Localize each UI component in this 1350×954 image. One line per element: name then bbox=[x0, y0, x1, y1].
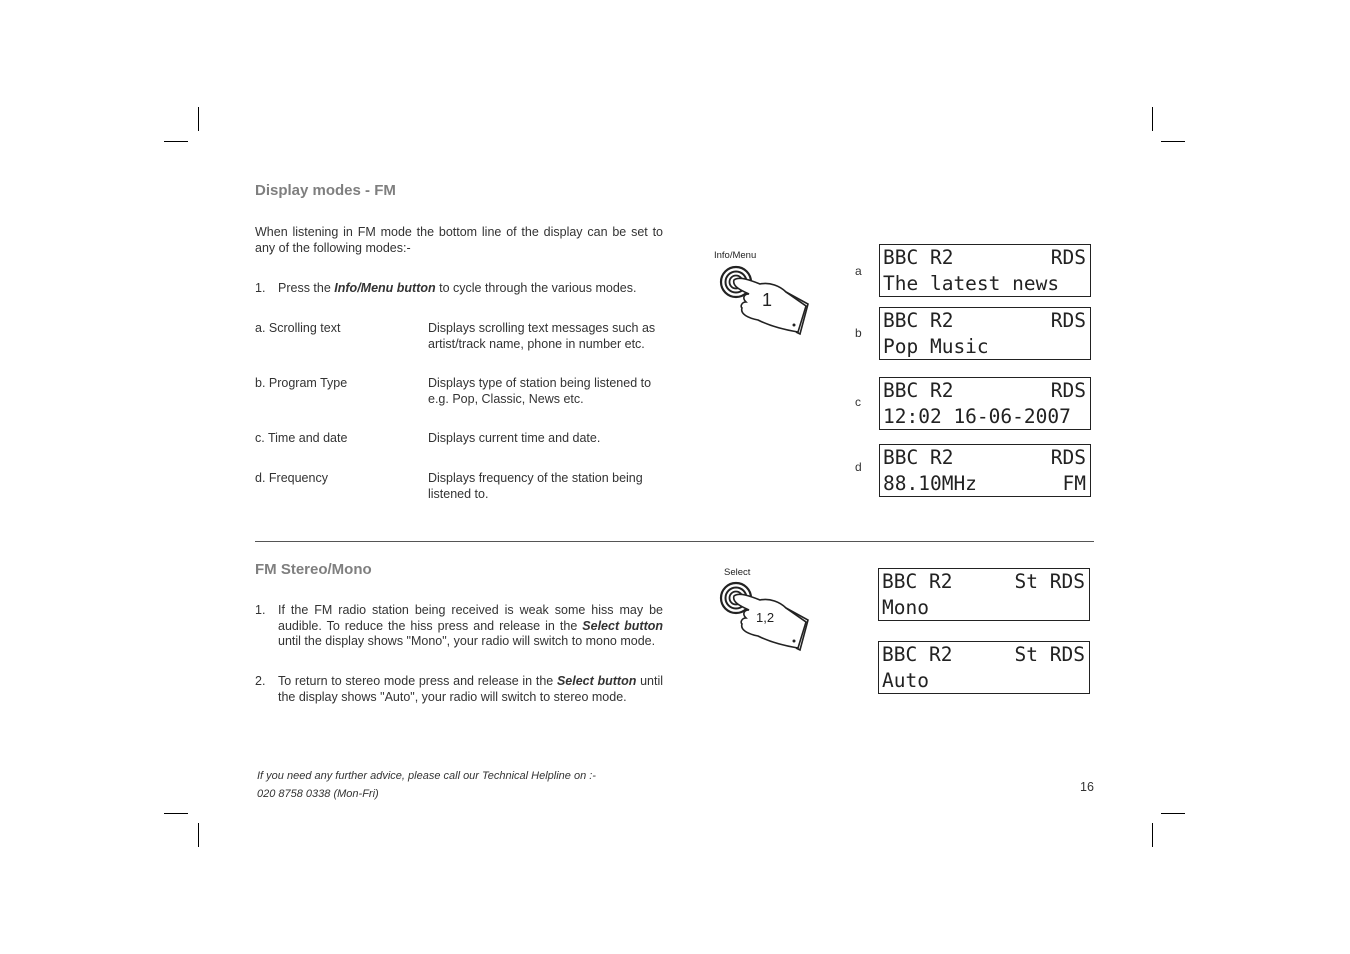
step-text: If the FM radio station being received is weak some hiss may be audible. To reduce the hiss press and release in the Select button until the display shows "Mono", your radio will switch to mono mode. bbox=[278, 603, 664, 648]
display-letter-a: a bbox=[855, 264, 862, 278]
lcd-station: BBC R2 bbox=[883, 309, 954, 332]
helpline-note: If you need any further advice, please call our Technical Helpline on :- bbox=[257, 770, 596, 782]
mode-desc-b: Displays type of station being listened to e.g. Pop, Classic, News etc. bbox=[428, 376, 652, 406]
lcd-station: BBC R2 bbox=[883, 246, 954, 269]
page-number: 16 bbox=[1080, 780, 1094, 794]
mode-label-a: a. Scrolling text bbox=[255, 321, 341, 335]
lcd-mode-line: Mono bbox=[882, 596, 929, 619]
step-number: 1. bbox=[255, 603, 266, 617]
info-menu-button-ref: Info/Menu button bbox=[334, 281, 436, 295]
lcd-display-frequency bbox=[879, 444, 1091, 497]
crop-mark bbox=[1161, 141, 1185, 142]
section-divider bbox=[255, 541, 1094, 542]
crop-mark bbox=[164, 141, 188, 142]
mode-label-d: d. Frequency bbox=[255, 471, 328, 485]
step-number: 2. bbox=[255, 674, 266, 688]
step-number-badge: 1 bbox=[762, 290, 773, 310]
crop-mark bbox=[198, 107, 199, 131]
lcd-indicator: RDS bbox=[1050, 246, 1086, 269]
mode-desc-c: Displays current time and date. bbox=[428, 431, 601, 445]
lcd-station: BBC R2 bbox=[883, 446, 954, 469]
step-press-info-menu bbox=[255, 281, 665, 297]
step-text: Press the Info/Menu button to cycle through the various modes. bbox=[278, 281, 637, 295]
section-title-display-modes: Display modes - FM bbox=[255, 182, 396, 199]
mode-desc-d: Displays frequency of the station being listened to. bbox=[428, 471, 643, 501]
lcd-display-mono bbox=[878, 568, 1090, 621]
crop-mark bbox=[1152, 107, 1153, 131]
mode-desc-a: Displays scrolling text messages such as artist/track name, phone in number etc. bbox=[428, 321, 656, 351]
step-number-badge: 1,2 bbox=[756, 610, 775, 625]
select-button-label: Select bbox=[724, 567, 751, 578]
mode-label-b: b. Program Type bbox=[255, 376, 348, 390]
step-stereo bbox=[255, 674, 663, 705]
crop-mark bbox=[164, 813, 188, 814]
lcd-display-time-date bbox=[879, 377, 1091, 430]
lcd-indicator: St RDS bbox=[1014, 570, 1085, 593]
crop-mark bbox=[198, 823, 199, 847]
intro-paragraph: When listening in FM mode the bottom line of the display can be set to any of the following modes:- bbox=[255, 225, 663, 255]
mode-label-c: c. Time and date bbox=[255, 431, 348, 445]
lcd-station: BBC R2 bbox=[882, 570, 953, 593]
lcd-display-scrolling-text bbox=[879, 244, 1091, 297]
lcd-display-auto bbox=[878, 641, 1090, 694]
lcd-mode-line: Auto bbox=[882, 669, 929, 692]
display-letter-c: c bbox=[855, 395, 861, 409]
step-number: 1. bbox=[255, 281, 266, 295]
lcd-station: BBC R2 bbox=[883, 379, 954, 402]
info-menu-button-label: Info/Menu bbox=[714, 250, 757, 261]
helpline-phone: 020 8758 0338 (Mon-Fri) bbox=[257, 788, 379, 800]
display-letter-d: d bbox=[855, 460, 862, 474]
lcd-info-line: 88.10MHz bbox=[883, 472, 977, 495]
lcd-indicator: RDS bbox=[1050, 379, 1086, 402]
lcd-indicator: RDS bbox=[1050, 446, 1086, 469]
step-mono bbox=[255, 603, 663, 650]
lcd-station: BBC R2 bbox=[882, 643, 953, 666]
section-title-stereo-mono: FM Stereo/Mono bbox=[255, 561, 372, 578]
lcd-info-line: Pop Music bbox=[883, 335, 989, 358]
lcd-indicator: RDS bbox=[1050, 309, 1086, 332]
select-button-ref: Select button bbox=[582, 618, 664, 633]
lcd-info-line: The latest news bbox=[883, 272, 1060, 295]
crop-mark bbox=[1152, 823, 1153, 847]
lcd-indicator: St RDS bbox=[1014, 643, 1085, 666]
select-button-ref: Select button bbox=[556, 674, 637, 688]
lcd-display-program-type bbox=[879, 307, 1091, 360]
lcd-info-line: 12:02 16-06-2007 bbox=[883, 405, 1071, 428]
display-letter-b: b bbox=[855, 326, 862, 340]
step-text: To return to stereo mode press and release in the Select button until the display shows "Auto", your radio will switch to stereo mode. bbox=[278, 674, 664, 704]
lcd-band: FM bbox=[1062, 472, 1086, 495]
crop-mark bbox=[1161, 813, 1185, 814]
